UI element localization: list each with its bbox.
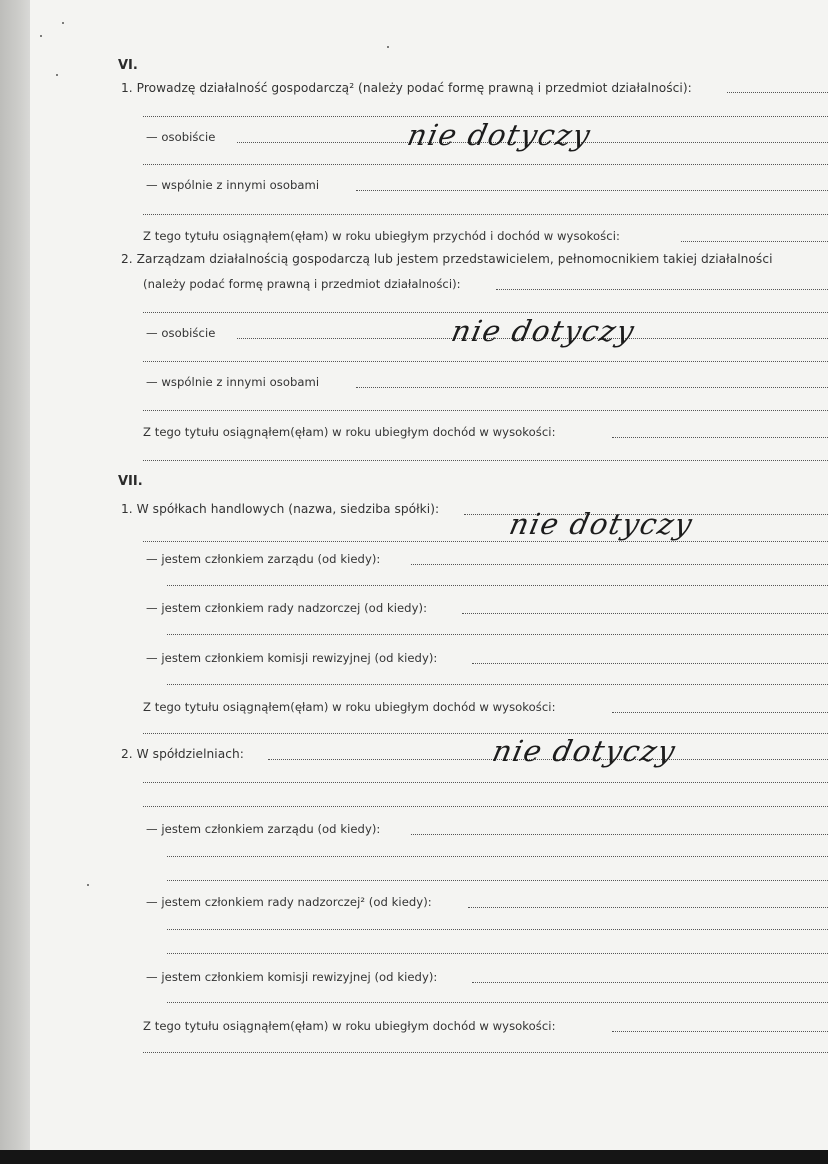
vi-item1-line	[143, 164, 828, 165]
vii-item2-audit-label: — jestem członkiem komisji rewizyjnej (od kiedy):	[146, 970, 438, 984]
vii-item2-board-line	[167, 856, 828, 857]
vi-item2-label-line1: 2. Zarządzam działalnością gospodarczą lub jestem przedstawicielem, pełnomocnikiem takiej działalności	[121, 252, 773, 266]
vii-item2-supervisory-line	[468, 907, 828, 908]
vii-item2-label: 2. W spółdzielniach:	[121, 747, 244, 761]
vi-item1-label: 1. Prowadzę działalność gospodarczą² (należy podać formę prawną i przedmiot działalności):	[121, 81, 692, 95]
vi-item1-jointly-label: — wspólnie z innymi osobami	[146, 178, 320, 192]
vi-item1-line	[143, 214, 828, 215]
vii-item1-supervisory-line	[167, 634, 828, 635]
vii-item1-audit-label: — jestem członkiem komisji rewizyjnej (od kiedy):	[146, 651, 438, 665]
vii-item2-supervisory-line	[167, 953, 828, 954]
section-vi-heading: VI.	[118, 58, 138, 73]
vi-item1-jointly-line	[356, 190, 828, 191]
vii-item1-audit-line	[167, 684, 828, 685]
vii-item1-board-line	[411, 564, 828, 565]
vi-item1-income-line	[681, 241, 828, 242]
vii-item2-line	[143, 782, 828, 783]
vi-item2-income-line	[612, 437, 828, 438]
vii-item2-supervisory-label: — jestem członkiem rady nadzorczej² (od kiedy):	[146, 895, 432, 909]
vii-item1-line	[143, 541, 828, 542]
vi-item2-line	[143, 460, 828, 461]
vii-item1-supervisory-label: — jestem członkiem rady nadzorczej (od kiedy):	[146, 601, 428, 615]
scan-speck	[40, 35, 42, 37]
vi-item2-line	[143, 410, 828, 411]
vii-item2-supervisory-line	[167, 929, 828, 930]
vii-item1-supervisory-line	[462, 613, 828, 614]
vii-item1-label: 1. W spółkach handlowych (nazwa, siedziba spółki):	[121, 502, 440, 516]
scan-speck	[62, 22, 64, 24]
vi-item1-line	[727, 92, 828, 93]
vii-item1-income-label: Z tego tytułu osiągnąłem(ęłam) w roku ubiegłym dochód w wysokości:	[143, 700, 556, 714]
section-vii-heading: VII.	[118, 474, 143, 489]
scan-speck	[56, 74, 58, 76]
scan-speck	[387, 46, 389, 48]
vii-item2-line	[143, 806, 828, 807]
vi-item2-income-label: Z tego tytułu osiągnąłem(ęłam) w roku ubiegłym dochód w wysokości:	[143, 425, 556, 439]
vii-item2-audit-line	[167, 1002, 828, 1003]
vi-item2-handwritten-note: nie dotyczy	[448, 314, 639, 348]
vii-item1-income-line	[143, 733, 828, 734]
scan-speck	[87, 884, 89, 886]
vi-item2-personally-label: — osobiście	[146, 326, 216, 340]
vi-item1-personally-label: — osobiście	[146, 130, 216, 144]
vi-item1-line	[143, 116, 828, 117]
vii-item1-income-line	[612, 712, 828, 713]
vii-item1-board-line	[167, 585, 828, 586]
vi-item2-label-line2: (należy podać formę prawną i przedmiot działalności):	[143, 277, 461, 291]
vii-item2-board-label: — jestem członkiem zarządu (od kiedy):	[146, 822, 381, 836]
vi-item1-income-label: Z tego tytułu osiągnąłem(ęłam) w roku ubiegłym przychód i dochód w wysokości:	[143, 229, 620, 243]
vi-item1-handwritten-note: nie dotyczy	[404, 118, 595, 152]
vii-item2-income-label: Z tego tytułu osiągnąłem(ęłam) w roku ubiegłym dochód w wysokości:	[143, 1019, 556, 1033]
vi-item2-line	[143, 361, 828, 362]
vi-item2-jointly-label: — wspólnie z innymi osobami	[146, 375, 320, 389]
vii-item2-audit-line	[472, 982, 828, 983]
vii-item2-income-line	[612, 1031, 828, 1032]
vi-item2-line	[143, 312, 828, 313]
scan-left-edge	[0, 0, 30, 1164]
vii-item1-audit-line	[472, 663, 828, 664]
vi-item2-line	[496, 289, 828, 290]
vii-item2-board-line	[411, 834, 828, 835]
vii-item2-board-line	[167, 880, 828, 881]
vii-item2-handwritten-note: nie dotyczy	[489, 734, 680, 768]
vii-item2-income-line	[143, 1052, 828, 1053]
vii-item1-board-label: — jestem członkiem zarządu (od kiedy):	[146, 552, 381, 566]
scan-bottom-edge	[0, 1150, 828, 1164]
vi-item2-jointly-line	[356, 387, 828, 388]
vii-item1-handwritten-note: nie dotyczy	[506, 507, 697, 541]
